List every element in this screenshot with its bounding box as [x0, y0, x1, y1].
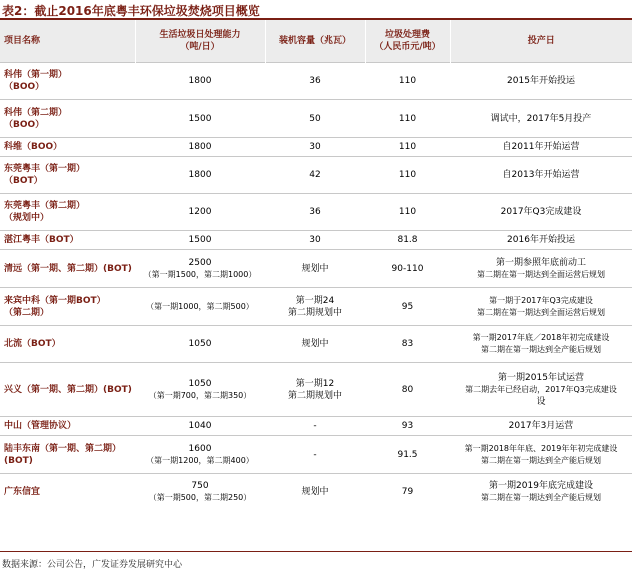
projects-table: [0, 20, 632, 511]
cell-installed-capacity: [265, 194, 365, 231]
cell-text: 79: [401, 487, 414, 498]
cell-text: 第一期24: [295, 295, 335, 306]
cell-project-name: [0, 157, 135, 194]
cell-start-date: [450, 63, 632, 100]
cell-start-date: [450, 231, 632, 250]
cell-text: 90-110: [391, 263, 424, 274]
cell-processing-fee: [365, 63, 450, 100]
cell-text: 第二期规划中: [287, 390, 342, 401]
cell-daily-capacity: [135, 363, 265, 417]
cell-daily-capacity: [135, 231, 265, 250]
cell-processing-fee: [365, 288, 450, 326]
cell-project-name: [0, 436, 135, 474]
cell-text: 110: [398, 170, 417, 180]
cell-text: 95: [401, 301, 414, 312]
cell-project-name: [0, 63, 135, 100]
cell-processing-fee: [365, 157, 450, 194]
table-row: [0, 417, 632, 436]
table-row: [0, 100, 632, 138]
cell-start-date: [450, 194, 632, 231]
cell-text: 110: [398, 142, 417, 152]
cell-project-name: [0, 100, 135, 138]
cell-project-name: [0, 288, 135, 326]
header-row: [0, 20, 632, 63]
cell-text: 83: [401, 339, 414, 349]
cell-text: 第二期去年已经启动，2017年Q3完成建设: [465, 384, 617, 394]
column-header-name: 项目名称: [4, 36, 41, 46]
cell-text: 东莞粤丰（第一期）: [4, 164, 86, 174]
cell-processing-fee: [365, 100, 450, 138]
cell-text: 42: [309, 170, 321, 180]
cell-start-date: [450, 138, 632, 157]
cell-start-date: [450, 436, 632, 474]
cell-text: 110: [398, 76, 417, 86]
table-row: [0, 250, 632, 288]
cell-text: 第一期2015年试运营: [498, 372, 584, 383]
cell-text: （第一期1000，第二期500）: [146, 301, 254, 311]
column-header-capacity: 生活垃圾日处理能力 （吨/日）: [135, 20, 265, 63]
cell-text: 36: [309, 207, 321, 217]
cell-text: 750: [191, 481, 209, 492]
table-row: [0, 326, 632, 363]
cell-text: 第一期12: [295, 378, 335, 389]
cell-daily-capacity: [135, 436, 265, 474]
cell-start-date: [450, 157, 632, 194]
cell-text: 2017年3月运营: [508, 421, 574, 431]
cell-processing-fee: [365, 326, 450, 363]
cell-start-date: [450, 100, 632, 138]
cell-text: （BOO）: [4, 119, 45, 130]
cell-project-name: [0, 417, 135, 436]
cell-text: 自2013年开始运营: [502, 170, 580, 180]
cell-text: 第一期参照年底前动工: [495, 257, 586, 268]
cell-text: 1040: [188, 421, 212, 431]
column-header-installed: 装机容量（兆瓦）: [265, 20, 365, 63]
source-note: 数据来源：公司公告，广发证券发展研究中心: [2, 560, 183, 570]
cell-daily-capacity: [135, 63, 265, 100]
cell-text: 规划中: [301, 263, 329, 274]
cell-text: 科伟（第一期）: [4, 70, 68, 80]
cell-daily-capacity: [135, 250, 265, 288]
cell-start-date: [450, 326, 632, 363]
cell-daily-capacity: [135, 100, 265, 138]
cell-daily-capacity: [135, 326, 265, 363]
cell-text: 广东信宜: [4, 487, 41, 498]
cell-text: 1800: [188, 76, 212, 86]
table-row: [0, 157, 632, 194]
cell-text: 湛江粤丰（BOT）: [4, 235, 79, 245]
cell-installed-capacity: [265, 436, 365, 474]
table-row: [0, 194, 632, 231]
cell-processing-fee: [365, 436, 450, 474]
cell-project-name: [0, 326, 135, 363]
cell-text: 1800: [188, 170, 212, 180]
cell-text: 科维（BOO）: [4, 142, 63, 152]
cell-text: 第二期在第一期达到全产能后规划: [481, 455, 601, 465]
cell-daily-capacity: [135, 474, 265, 511]
cell-text: 1200: [188, 207, 212, 217]
cell-text: 50: [309, 113, 321, 124]
cell-start-date: [450, 474, 632, 511]
cell-installed-capacity: [265, 363, 365, 417]
cell-installed-capacity: [265, 326, 365, 363]
cell-text: 第一期2018年年底、2019年年初完成建设: [464, 443, 618, 453]
column-header-fee: 垃圾处理费 （人民币元/吨）: [365, 20, 450, 63]
cell-project-name: [0, 363, 135, 417]
cell-text: （BOT）: [4, 176, 43, 186]
cell-text: -: [313, 449, 317, 460]
cell-text: 第一期2019年底完成建设: [489, 481, 593, 492]
cell-processing-fee: [365, 363, 450, 417]
cell-project-name: [0, 250, 135, 288]
cell-text: 第一期于2017年Q3完成建设: [489, 295, 593, 305]
cell-text: （BOO）: [4, 82, 45, 92]
table-row: [0, 436, 632, 474]
cell-text: 设: [536, 396, 546, 407]
cell-text: 1600: [188, 443, 212, 454]
cell-text: 110: [398, 113, 417, 124]
cell-installed-capacity: [265, 231, 365, 250]
cell-text: 2016年开始投运: [507, 235, 575, 245]
cell-installed-capacity: [265, 138, 365, 157]
cell-project-name: [0, 138, 135, 157]
cell-text: 自2011年开始运营: [502, 142, 580, 152]
cell-processing-fee: [365, 138, 450, 157]
cell-text: 80: [401, 384, 414, 395]
cell-processing-fee: [365, 417, 450, 436]
cell-text: 第二期规划中: [287, 307, 342, 318]
column-header-start: 投产日: [450, 20, 632, 63]
cell-text: 北流（BOT）: [4, 339, 61, 349]
cell-text: 1050: [188, 378, 212, 389]
cell-processing-fee: [365, 194, 450, 231]
cell-text: 第二期在第一期达到全产能后规划: [481, 493, 601, 503]
cell-processing-fee: [365, 474, 450, 511]
cell-daily-capacity: [135, 157, 265, 194]
cell-text: 科伟（第二期）: [4, 107, 68, 118]
cell-text: 清远（第一期、第二期）(BOT): [4, 263, 132, 274]
cell-text: 110: [398, 207, 417, 217]
table-row: [0, 363, 632, 417]
cell-installed-capacity: [265, 474, 365, 511]
cell-daily-capacity: [135, 417, 265, 436]
cell-text: 2017年Q3完成建设: [500, 207, 582, 217]
cell-text: 第二期在第一期达到全产能后规划: [481, 345, 601, 354]
cell-text: （第一期1500，第二期1000）: [143, 269, 257, 279]
cell-text: 1500: [188, 235, 212, 245]
cell-text: （第一期700，第二期350）: [148, 390, 252, 400]
cell-text: 中山（管理协议）: [4, 421, 77, 431]
cell-project-name: [0, 231, 135, 250]
cell-daily-capacity: [135, 138, 265, 157]
cell-installed-capacity: [265, 288, 365, 326]
cell-text: (BOT): [4, 455, 33, 466]
cell-text: 2015年开始投运: [507, 76, 575, 86]
cell-start-date: [450, 288, 632, 326]
cell-text: 1500: [188, 113, 212, 124]
cell-text: 30: [309, 142, 321, 152]
cell-project-name: [0, 474, 135, 511]
cell-text: 36: [309, 76, 321, 86]
cell-installed-capacity: [265, 250, 365, 288]
cell-text: （第一期500，第二期250）: [148, 493, 252, 503]
cell-project-name: [0, 194, 135, 231]
cell-text: 东莞粤丰（第二期）: [4, 201, 86, 211]
cell-text: 第二期在第一期达到全面运营后规划: [477, 269, 605, 279]
table-row: [0, 288, 632, 326]
cell-text: （规划中）: [4, 213, 50, 223]
cell-text: 规划中: [301, 339, 329, 349]
cell-daily-capacity: [135, 288, 265, 326]
cell-text: 第二期在第一期达到全面运营后规划: [477, 307, 605, 317]
cell-installed-capacity: [265, 63, 365, 100]
cell-processing-fee: [365, 250, 450, 288]
cell-text: 兴义（第一期、第二期）(BOT): [4, 384, 132, 395]
cell-text: 2500: [188, 257, 212, 268]
cell-installed-capacity: [265, 157, 365, 194]
cell-processing-fee: [365, 231, 450, 250]
cell-text: 第一期2017年底／2018年初完成建设: [472, 333, 610, 342]
cell-daily-capacity: [135, 194, 265, 231]
table-row: [0, 231, 632, 250]
table-row: [0, 474, 632, 511]
table-row: [0, 138, 632, 157]
cell-text: （第一期1200，第二期400）: [146, 455, 254, 465]
cell-text: 30: [309, 235, 321, 245]
cell-text: 93: [401, 421, 414, 431]
cell-text: 规划中: [301, 487, 329, 498]
cell-installed-capacity: [265, 100, 365, 138]
cell-start-date: [450, 417, 632, 436]
cell-text: 91.5: [397, 449, 418, 460]
cell-start-date: [450, 363, 632, 417]
cell-start-date: [450, 250, 632, 288]
cell-installed-capacity: [265, 417, 365, 436]
cell-text: （第二期）: [4, 307, 50, 318]
table-title: 表2：截止2016年底粤丰环保垃圾焚烧项目概览: [2, 4, 260, 18]
cell-text: -: [313, 421, 317, 431]
cell-text: 1050: [188, 339, 212, 349]
cell-text: 来宾中科（第一期BOT）: [4, 295, 106, 306]
cell-text: 1800: [188, 142, 212, 152]
table-row: [0, 63, 632, 100]
cell-text: 调试中，2017年5月投产: [490, 113, 592, 124]
cell-text: 陆丰东南（第一期、第二期）: [4, 443, 122, 454]
bottom-rule: [0, 551, 632, 552]
cell-text: 81.8: [397, 235, 418, 245]
